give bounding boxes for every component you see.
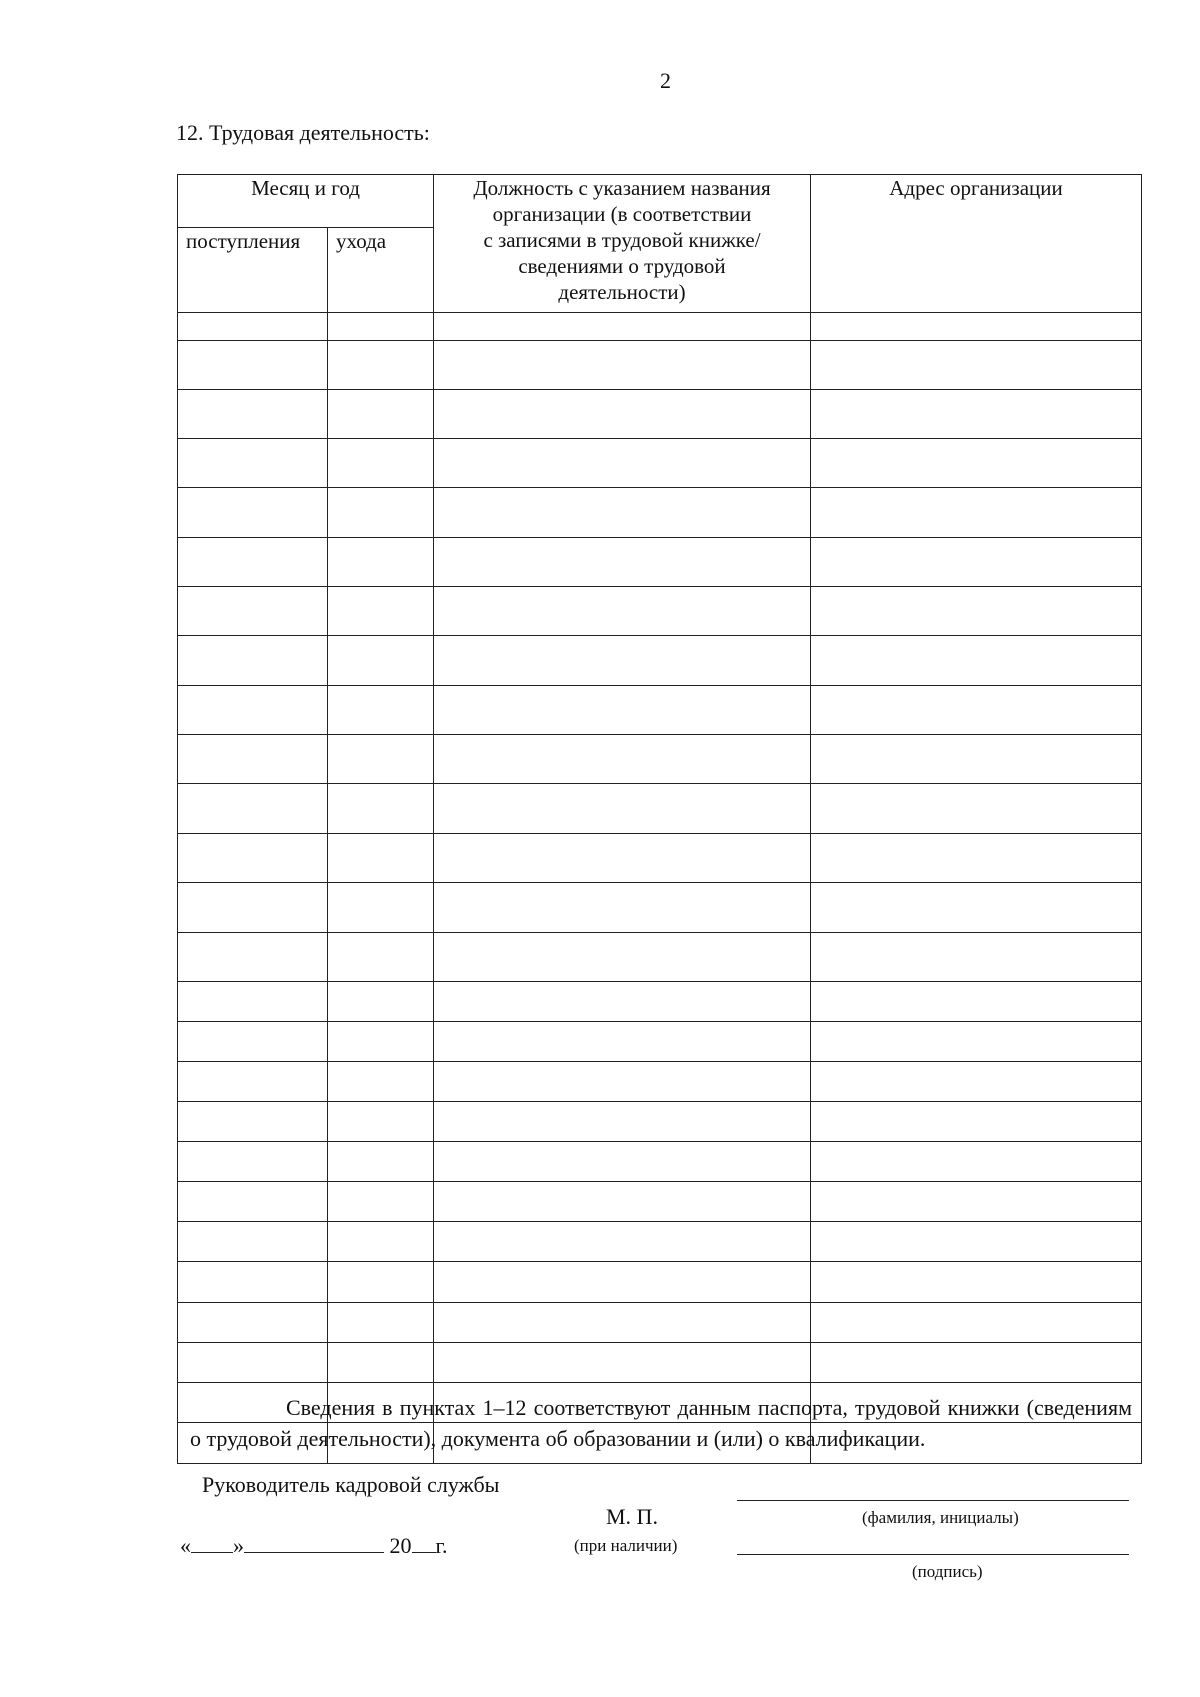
start-cell[interactable] bbox=[178, 587, 328, 636]
address-cell[interactable] bbox=[811, 834, 1142, 883]
table-row bbox=[178, 1262, 1142, 1303]
end-cell[interactable] bbox=[328, 933, 434, 982]
table-row bbox=[178, 982, 1142, 1022]
start-cell[interactable] bbox=[178, 313, 328, 341]
year-suffix: г. bbox=[435, 1533, 448, 1558]
position-cell[interactable] bbox=[434, 390, 811, 439]
header-start-label: поступления bbox=[186, 229, 301, 253]
end-cell[interactable] bbox=[328, 784, 434, 834]
position-cell[interactable] bbox=[434, 834, 811, 883]
table-row bbox=[178, 1102, 1142, 1142]
address-cell[interactable] bbox=[811, 313, 1142, 341]
position-cell[interactable] bbox=[434, 982, 811, 1022]
end-cell[interactable] bbox=[328, 834, 434, 883]
end-cell[interactable] bbox=[328, 1182, 434, 1222]
address-cell[interactable] bbox=[811, 587, 1142, 636]
address-cell[interactable] bbox=[811, 982, 1142, 1022]
address-cell[interactable] bbox=[811, 1102, 1142, 1142]
end-cell[interactable] bbox=[328, 390, 434, 439]
end-cell[interactable] bbox=[328, 587, 434, 636]
position-cell[interactable] bbox=[434, 1142, 811, 1182]
table-row bbox=[178, 341, 1142, 390]
address-cell[interactable] bbox=[811, 439, 1142, 488]
address-cell[interactable] bbox=[811, 390, 1142, 439]
start-cell[interactable] bbox=[178, 1102, 328, 1142]
header-month-year: Месяц и год bbox=[178, 175, 434, 228]
name-caption: (фамилия, инициалы) bbox=[862, 1508, 1019, 1527]
start-cell[interactable] bbox=[178, 1222, 328, 1262]
end-cell[interactable] bbox=[328, 439, 434, 488]
stamp-note: (при наличии) bbox=[574, 1536, 678, 1555]
table-row bbox=[178, 538, 1142, 587]
address-cell[interactable] bbox=[811, 1062, 1142, 1102]
end-cell[interactable] bbox=[328, 883, 434, 933]
position-cell[interactable] bbox=[434, 636, 811, 686]
table-row bbox=[178, 390, 1142, 439]
end-cell[interactable] bbox=[328, 1303, 434, 1343]
table-row bbox=[178, 636, 1142, 686]
table-row bbox=[178, 587, 1142, 636]
position-cell[interactable] bbox=[434, 488, 811, 538]
table-row bbox=[178, 735, 1142, 784]
start-cell[interactable] bbox=[178, 982, 328, 1022]
position-cell[interactable] bbox=[434, 341, 811, 390]
signature-caption: (подпись) bbox=[912, 1562, 983, 1581]
header-address: Адрес организации bbox=[811, 175, 1142, 313]
address-cell[interactable] bbox=[811, 883, 1142, 933]
position-cell[interactable] bbox=[434, 1022, 811, 1062]
address-cell[interactable] bbox=[811, 1022, 1142, 1062]
page-number: 2 bbox=[660, 68, 671, 93]
month-blank[interactable] bbox=[244, 1530, 384, 1553]
year-blank[interactable] bbox=[412, 1530, 436, 1553]
table-row bbox=[178, 1182, 1142, 1222]
end-cell[interactable] bbox=[328, 1262, 434, 1303]
address-cell[interactable] bbox=[811, 735, 1142, 784]
position-cell[interactable] bbox=[434, 933, 811, 982]
position-cell[interactable] bbox=[434, 439, 811, 488]
address-cell[interactable] bbox=[811, 1343, 1142, 1383]
table-body bbox=[178, 313, 1142, 1464]
address-cell[interactable] bbox=[811, 686, 1142, 735]
header-start bbox=[178, 228, 328, 313]
end-cell[interactable] bbox=[328, 1222, 434, 1262]
end-cell[interactable] bbox=[328, 1142, 434, 1182]
address-cell[interactable] bbox=[811, 636, 1142, 686]
table-row bbox=[178, 1142, 1142, 1182]
start-cell[interactable] bbox=[178, 636, 328, 686]
start-cell[interactable] bbox=[178, 834, 328, 883]
position-cell[interactable] bbox=[434, 313, 811, 341]
table-row bbox=[178, 933, 1142, 982]
start-cell[interactable] bbox=[178, 390, 328, 439]
position-cell[interactable] bbox=[434, 784, 811, 834]
address-cell[interactable] bbox=[811, 1182, 1142, 1222]
start-cell[interactable] bbox=[178, 1182, 328, 1222]
address-cell[interactable] bbox=[811, 1142, 1142, 1182]
start-cell[interactable] bbox=[178, 439, 328, 488]
header-end bbox=[328, 228, 434, 313]
position-cell[interactable] bbox=[434, 1102, 811, 1142]
section-title: 12. Трудовая деятельность: bbox=[176, 120, 430, 145]
start-cell[interactable] bbox=[178, 341, 328, 390]
start-cell[interactable] bbox=[178, 538, 328, 587]
address-cell[interactable] bbox=[811, 1303, 1142, 1343]
end-cell[interactable] bbox=[328, 1102, 434, 1142]
address-cell[interactable] bbox=[811, 488, 1142, 538]
start-cell[interactable] bbox=[178, 1062, 328, 1102]
signature-line[interactable] bbox=[737, 1554, 1129, 1555]
table-row bbox=[178, 686, 1142, 735]
name-line[interactable] bbox=[737, 1500, 1129, 1501]
table-row bbox=[178, 1303, 1142, 1343]
table-row bbox=[178, 784, 1142, 834]
start-cell[interactable] bbox=[178, 686, 328, 735]
start-cell[interactable] bbox=[178, 1303, 328, 1343]
end-cell[interactable] bbox=[328, 686, 434, 735]
position-cell[interactable] bbox=[434, 1222, 811, 1262]
table-row bbox=[178, 1022, 1142, 1062]
end-cell[interactable] bbox=[328, 341, 434, 390]
start-cell[interactable] bbox=[178, 1142, 328, 1182]
table-row bbox=[178, 1062, 1142, 1102]
end-cell[interactable] bbox=[328, 538, 434, 587]
start-cell[interactable] bbox=[178, 1022, 328, 1062]
position-cell[interactable] bbox=[434, 686, 811, 735]
table-row bbox=[178, 439, 1142, 488]
end-cell[interactable] bbox=[328, 1022, 434, 1062]
position-cell[interactable] bbox=[434, 1343, 811, 1383]
position-cell[interactable] bbox=[434, 883, 811, 933]
end-cell[interactable] bbox=[328, 313, 434, 341]
end-cell[interactable] bbox=[328, 1062, 434, 1102]
table-row bbox=[178, 1343, 1142, 1383]
year-prefix: 20 bbox=[389, 1533, 412, 1558]
address-cell[interactable] bbox=[811, 341, 1142, 390]
start-cell[interactable] bbox=[178, 1262, 328, 1303]
end-cell[interactable] bbox=[328, 636, 434, 686]
employment-table bbox=[177, 174, 1142, 1464]
stamp-label: М. П. bbox=[606, 1504, 658, 1529]
position-cell[interactable] bbox=[434, 587, 811, 636]
table-row bbox=[178, 883, 1142, 933]
date-line bbox=[180, 1530, 448, 1559]
start-cell[interactable] bbox=[178, 488, 328, 538]
header-position: Должность с указанием названия организации (в соответствии с записями в трудовой книжке/ сведениями о трудовой деятельности) bbox=[434, 175, 811, 313]
date-close-quote: » bbox=[233, 1533, 244, 1558]
address-cell[interactable] bbox=[811, 1222, 1142, 1262]
position-cell[interactable] bbox=[434, 735, 811, 784]
address-cell[interactable] bbox=[811, 538, 1142, 587]
end-cell[interactable] bbox=[328, 735, 434, 784]
header-end-label: ухода bbox=[336, 229, 387, 253]
end-cell[interactable] bbox=[328, 488, 434, 538]
day-blank[interactable] bbox=[191, 1530, 233, 1553]
position-cell[interactable] bbox=[434, 1062, 811, 1102]
address-cell[interactable] bbox=[811, 1262, 1142, 1303]
end-cell[interactable] bbox=[328, 1343, 434, 1383]
position-cell[interactable] bbox=[434, 538, 811, 587]
table-row bbox=[178, 488, 1142, 538]
head-title: Руководитель кадровой службы bbox=[202, 1472, 500, 1497]
address-cell[interactable] bbox=[811, 933, 1142, 982]
date-open-quote: « bbox=[180, 1533, 191, 1558]
start-cell[interactable] bbox=[178, 883, 328, 933]
position-cell[interactable] bbox=[434, 1182, 811, 1222]
start-cell[interactable] bbox=[178, 784, 328, 834]
address-cell[interactable] bbox=[811, 784, 1142, 834]
table-row bbox=[178, 1222, 1142, 1262]
table-row bbox=[178, 834, 1142, 883]
position-cell[interactable] bbox=[434, 1303, 811, 1343]
table-row bbox=[178, 313, 1142, 341]
start-cell[interactable] bbox=[178, 933, 328, 982]
statement-text: Сведения в пунктах 1–12 соответствуют данным паспорта, трудовой книжки (сведениям о трудовой деятельности), документа об образовании и (или) о квалификации. bbox=[190, 1395, 1132, 1451]
start-cell[interactable] bbox=[178, 735, 328, 784]
start-cell[interactable] bbox=[178, 1343, 328, 1383]
end-cell[interactable] bbox=[328, 982, 434, 1022]
position-cell[interactable] bbox=[434, 1262, 811, 1303]
